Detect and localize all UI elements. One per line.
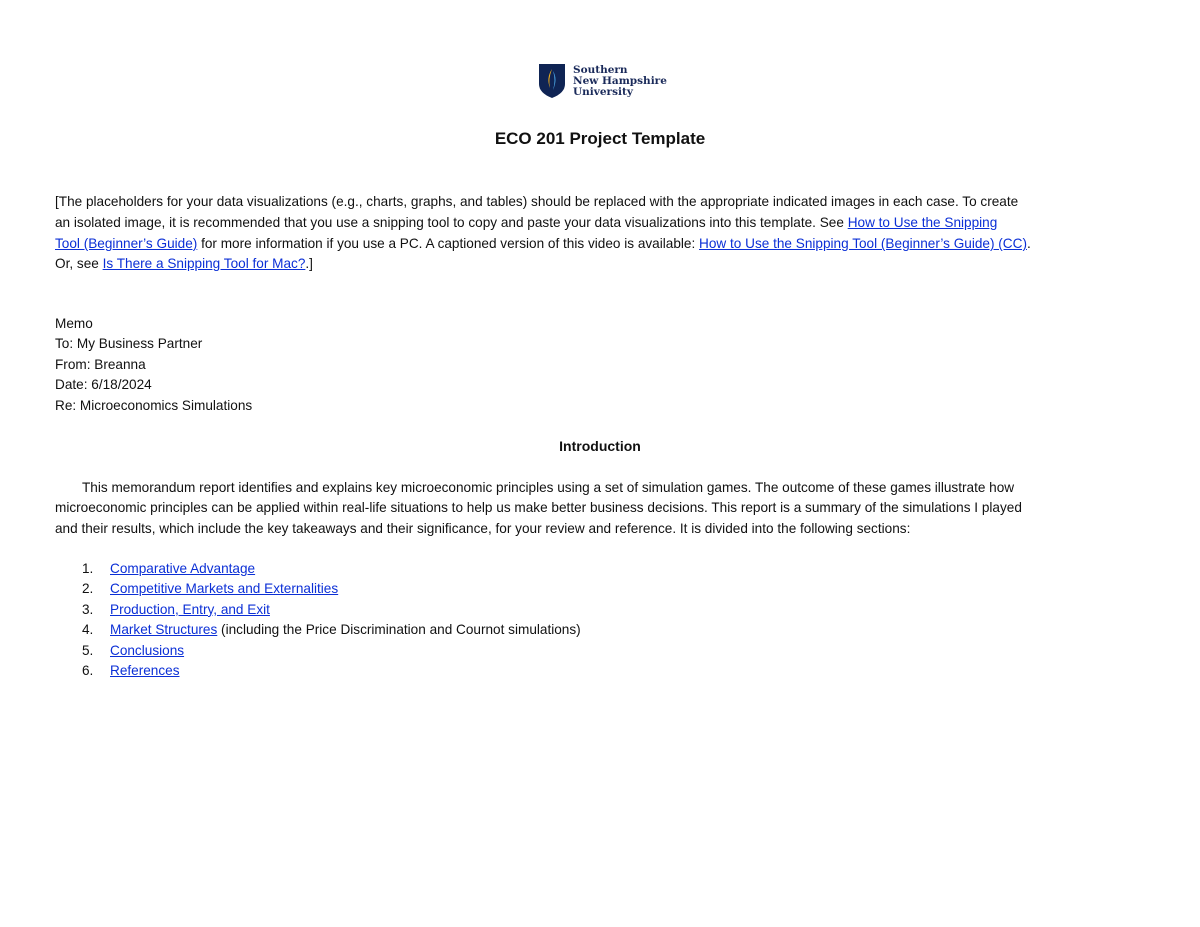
section-list-item: [82, 662, 180, 680]
snipping-tool-guide-link[interactable]: How to Use the Snipping: [847, 215, 998, 230]
section-link[interactable]: Market Structures: [110, 622, 218, 638]
memo-label: Memo: [55, 316, 93, 331]
instructions-line: [55, 255, 313, 273]
logo-line: University: [573, 85, 633, 98]
section-list-item: [82, 621, 581, 639]
instructions-line: [55, 193, 1018, 211]
memo-from: From: Breanna: [55, 357, 146, 372]
logo-line: New Hampshire: [573, 74, 667, 87]
section-link[interactable]: Conclusions: [110, 642, 185, 658]
text: .: [1026, 236, 1031, 251]
list-number: 4.: [82, 622, 94, 638]
text: for more information if you use a PC. A captioned version of this video is available:: [197, 236, 700, 251]
memo-date: Date: 6/18/2024: [55, 377, 152, 392]
section-link[interactable]: Production, Entry, and Exit: [110, 601, 270, 617]
snipping-tool-mac-link[interactable]: Is There a Snipping Tool for Mac?: [102, 256, 306, 271]
snipping-tool-guide-cc-link[interactable]: How to Use the Snipping Tool (Beginner’s Guide) (CC): [699, 236, 1027, 251]
list-number: 2.: [82, 581, 94, 597]
intro-line: and their results, which include the key takeaways and their significance, for your review and reference. It is divided into the following sections:: [55, 521, 911, 536]
section-link[interactable]: References: [110, 663, 180, 678]
intro-line: This memorandum report identifies and explains key microeconomic principles using a set of simulation games. The outcome of these games illustrate how: [82, 480, 1015, 495]
snipping-tool-guide-link-cont[interactable]: Tool (Beginner’s Guide): [55, 236, 198, 251]
section-list-item: [82, 642, 184, 660]
snhu-logo: [539, 64, 667, 98]
section-link[interactable]: Competitive Markets and Externalities: [110, 581, 339, 597]
section-list-item: [82, 580, 338, 598]
page-title: ECO 201 Project Template: [494, 129, 706, 148]
list-number: 5.: [82, 642, 94, 658]
list-number: 3.: [82, 601, 94, 617]
memo-to: To: My Business Partner: [55, 336, 203, 351]
logo-line: Southern: [573, 63, 628, 76]
list-number: 6.: [82, 663, 94, 678]
shield-flame-icon: [539, 64, 565, 98]
instructions-line: [55, 214, 997, 232]
list-number: 1.: [82, 561, 94, 576]
text: an isolated image, it is recommended that you use a snipping tool to copy and paste your data visualizations into this template. See: [55, 215, 848, 230]
text: [The placeholders for your data visualizations (e.g., charts, graphs, and tables) should be replaced with the appropriate indicated images in each case. To create: [55, 194, 1019, 209]
memo-re: Re: Microeconomics Simulations: [55, 398, 253, 413]
section-list-item: [82, 601, 270, 619]
intro-line: microeconomic principles can be applied within real-life situations to help us make better business decisions. This report is a summary of the simulations I played: [55, 500, 1022, 515]
list-item-note: (including the Price Discrimination and Cournot simulations): [217, 622, 581, 638]
section-list-item: [82, 560, 255, 578]
introduction-heading: Introduction: [559, 438, 641, 454]
instructions-line: [55, 235, 1031, 253]
section-link[interactable]: Comparative Advantage: [110, 561, 256, 576]
text: .]: [305, 256, 313, 271]
text: Or, see: [55, 256, 103, 271]
